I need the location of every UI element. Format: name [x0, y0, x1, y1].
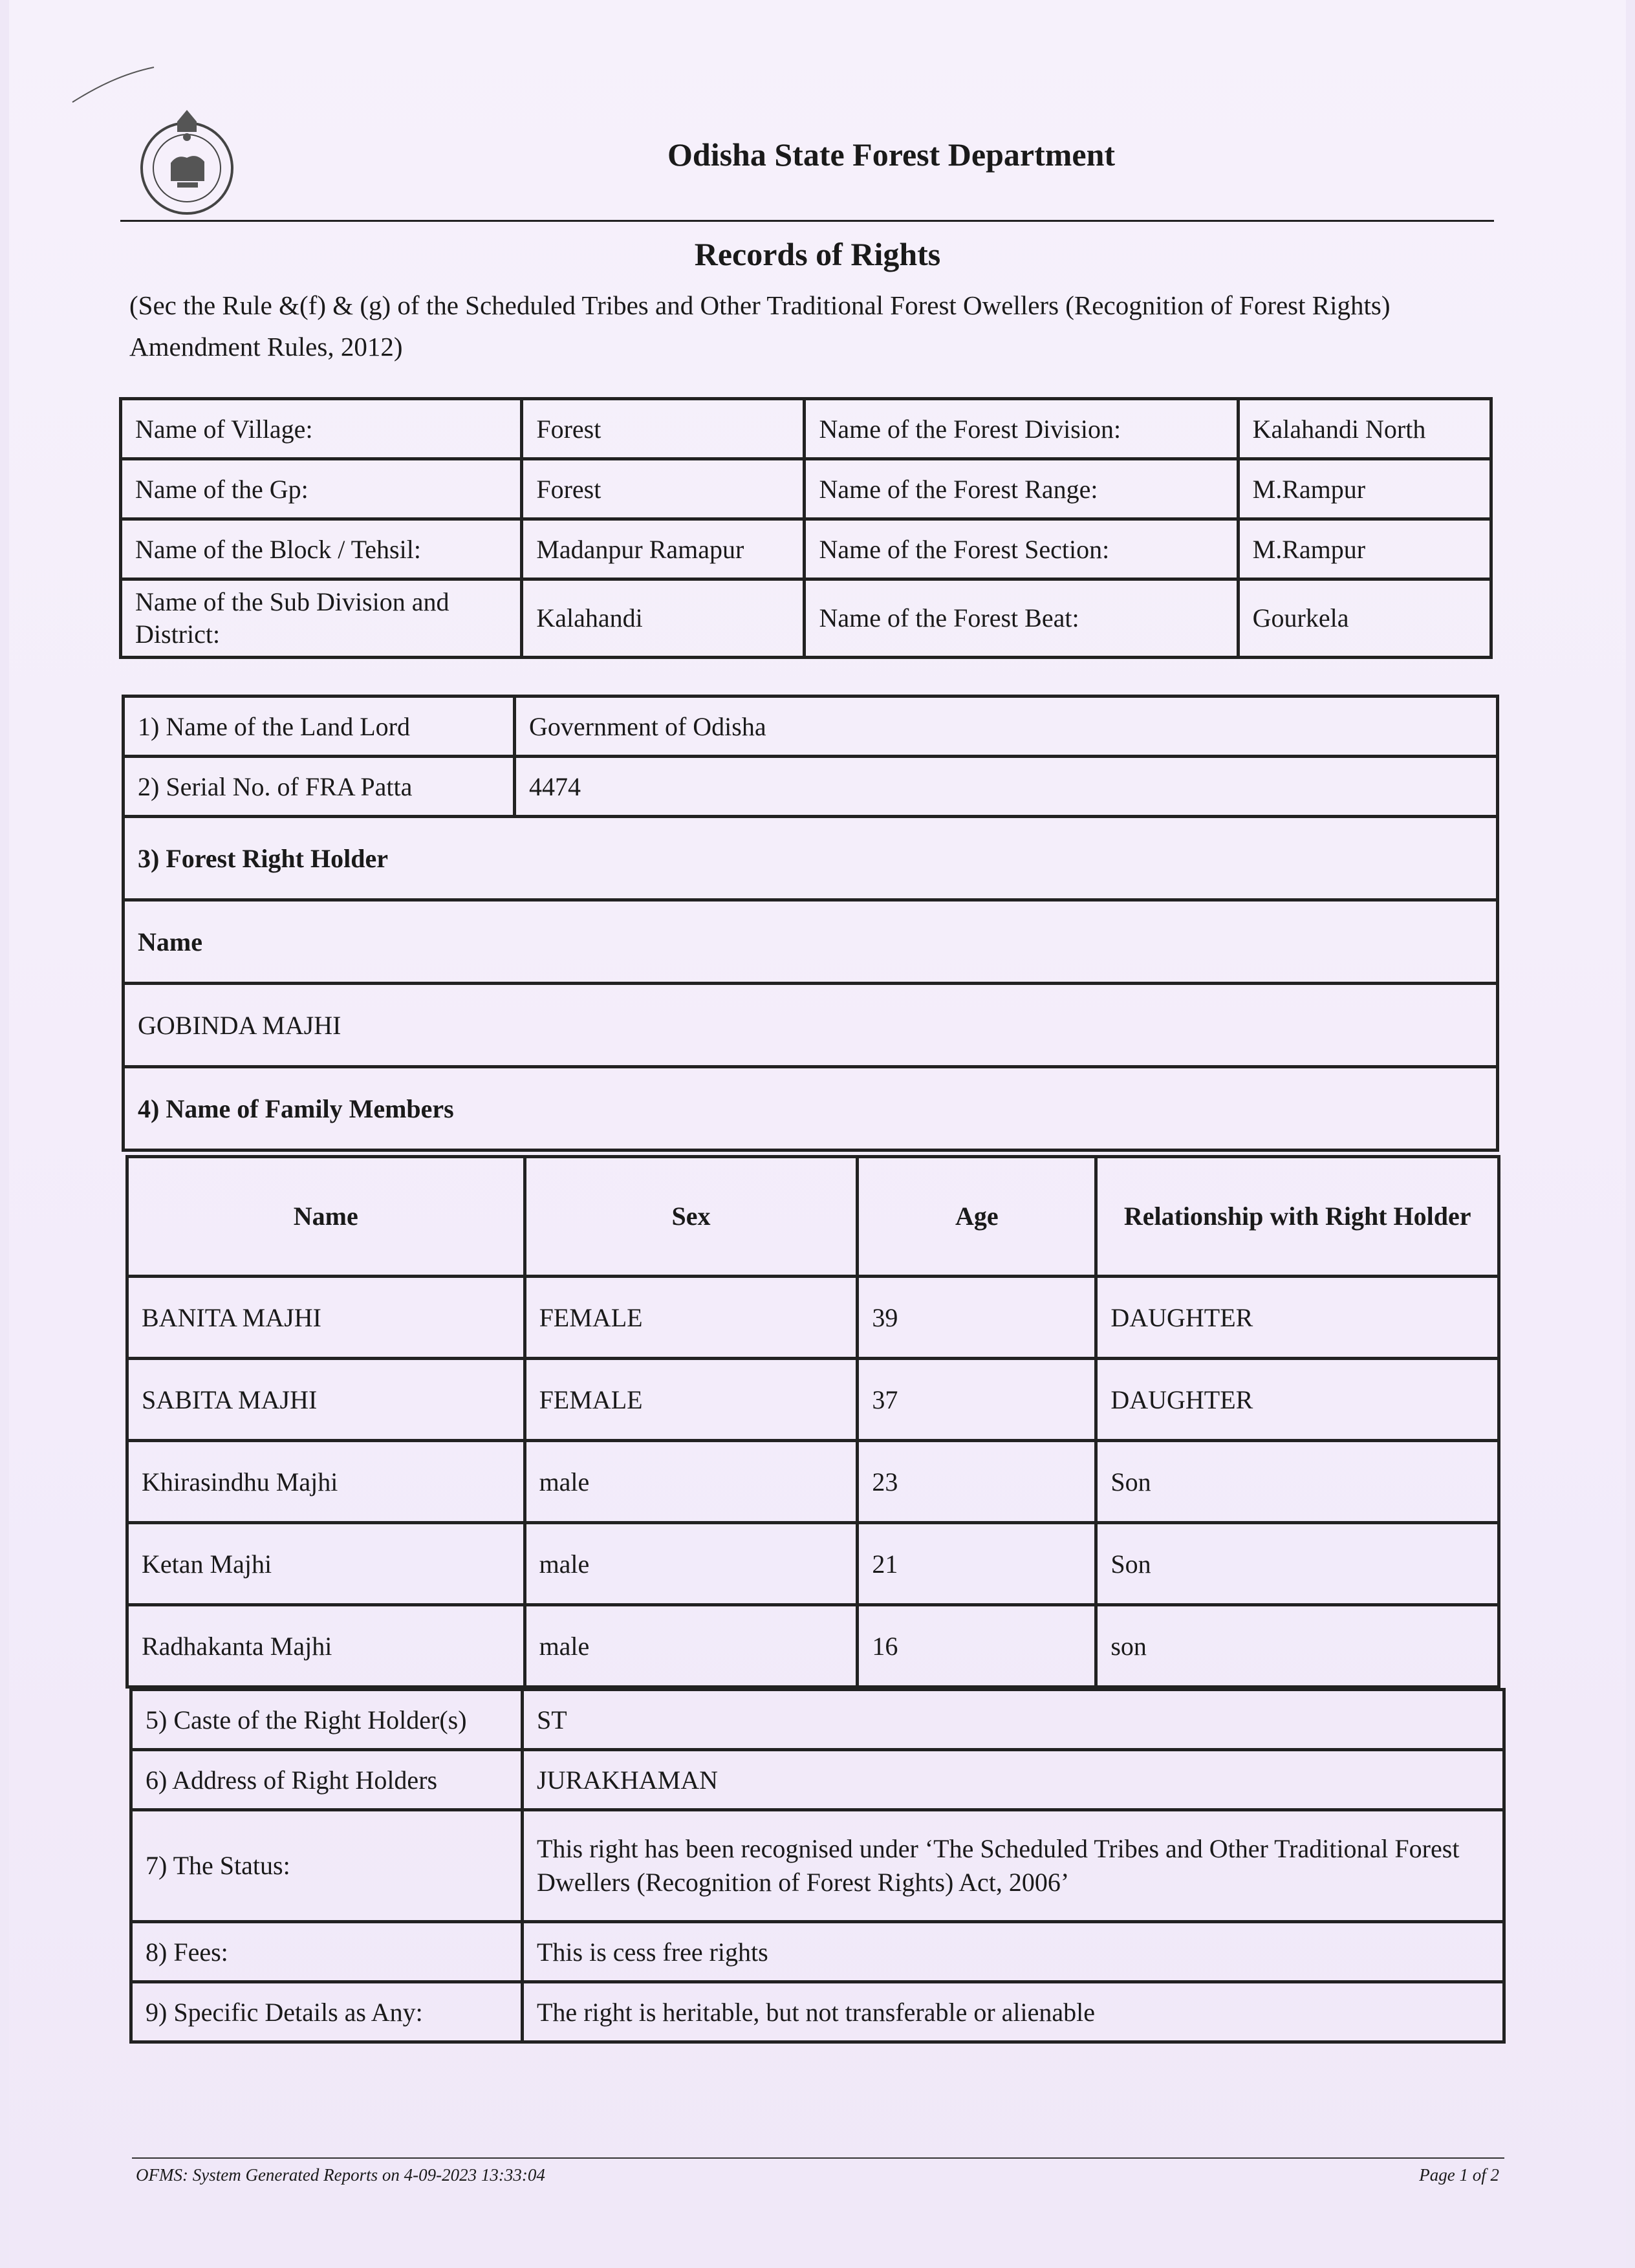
header-divider [120, 220, 1494, 222]
member-age: 37 [858, 1359, 1096, 1441]
landlord-label: 1) Name of the Land Lord [124, 697, 515, 757]
table-row [127, 1277, 1499, 1359]
gp-label: Name of the Gp: [121, 459, 522, 519]
table-row [127, 1441, 1499, 1523]
caste-value: ST [523, 1690, 1504, 1750]
forest-range-label: Name of the Forest Range: [805, 459, 1238, 519]
member-age: 16 [858, 1605, 1096, 1687]
village-value: Forest [522, 399, 805, 459]
family-heading-row [124, 1067, 1498, 1150]
specific-details-label: 9) Specific Details as Any: [131, 1982, 523, 2042]
table-row [127, 1523, 1499, 1605]
document-title: Records of Rights [694, 236, 941, 272]
document-subtitle: (Sec the Rule &(f) & (g) of the Scheduled Tribes and Other Traditional Forest Owellers (Recognition of Forest Rights) Amendment Rules, 2012) [129, 290, 1391, 362]
location-row [121, 579, 1491, 658]
member-sex: FEMALE [525, 1277, 858, 1359]
member-name: Radhakanta Majhi [127, 1605, 525, 1687]
member-name: Ketan Majhi [127, 1523, 525, 1605]
fees-row [131, 1922, 1504, 1982]
subdivision-value: Kalahandi [522, 579, 805, 658]
page-number: Page 1 of 2 [1419, 2165, 1499, 2185]
odisha-government-emblem-icon [132, 103, 242, 220]
address-row [131, 1750, 1504, 1810]
section-row [124, 817, 1498, 900]
member-relationship: son [1096, 1605, 1499, 1687]
member-name: SABITA MAJHI [127, 1359, 525, 1441]
member-name: Khirasindhu Majhi [127, 1441, 525, 1523]
name-value-row [124, 984, 1498, 1067]
department-name: Odisha State Forest Department [667, 136, 1116, 173]
name-label-row [124, 900, 1498, 984]
member-age: 39 [858, 1277, 1096, 1359]
location-row [121, 459, 1491, 519]
member-relationship: DAUGHTER [1096, 1277, 1499, 1359]
column-header-relationship: Relationship with Right Holder [1096, 1157, 1499, 1277]
status-value: This right has been recognised under ‘The Scheduled Tribes and Other Traditional Forest Dwellers (Recognition of Forest Rights) Act, 2006’ [523, 1810, 1504, 1922]
forest-division-value: Kalahandi North [1238, 399, 1491, 459]
member-sex: male [525, 1523, 858, 1605]
specific-details-row [131, 1982, 1504, 2042]
caste-label: 5) Caste of the Right Holder(s) [131, 1690, 523, 1750]
family-members-heading: 4) Name of Family Members [124, 1067, 1498, 1150]
block-label: Name of the Block / Tehsil: [121, 519, 522, 579]
location-row [121, 399, 1491, 459]
forest-beat-value: Gourkela [1238, 579, 1491, 658]
fees-value: This is cess free rights [523, 1922, 1504, 1982]
family-header-row [127, 1157, 1499, 1277]
block-value: Madanpur Ramapur [522, 519, 805, 579]
member-relationship: Son [1096, 1523, 1499, 1605]
member-age: 21 [858, 1523, 1096, 1605]
table-row [127, 1605, 1499, 1687]
member-sex: male [525, 1605, 858, 1687]
village-label: Name of Village: [121, 399, 522, 459]
forest-range-value: M.Rampur [1238, 459, 1491, 519]
member-age: 23 [858, 1441, 1096, 1523]
right-holder-table [122, 695, 1499, 1152]
holder-name-value: GOBINDA MAJHI [124, 984, 1498, 1067]
forest-division-label: Name of the Forest Division: [805, 399, 1238, 459]
member-relationship: DAUGHTER [1096, 1359, 1499, 1441]
family-members-table [125, 1155, 1500, 1689]
member-sex: male [525, 1441, 858, 1523]
gp-value: Forest [522, 459, 805, 519]
table-row [127, 1359, 1499, 1441]
member-sex: FEMALE [525, 1359, 858, 1441]
location-table [119, 397, 1493, 659]
address-label: 6) Address of Right Holders [131, 1750, 523, 1810]
footer-divider [132, 2157, 1504, 2159]
serial-value: 4474 [515, 757, 1498, 817]
caste-row [131, 1690, 1504, 1750]
serial-row [124, 757, 1498, 817]
forest-right-holder-heading: 3) Forest Right Holder [124, 817, 1498, 900]
document-page [9, 0, 1626, 2268]
forest-section-label: Name of the Forest Section: [805, 519, 1238, 579]
column-header-name: Name [127, 1157, 525, 1277]
address-value: JURAKHAMAN [523, 1750, 1504, 1810]
subdivision-label: Name of the Sub Division and District: [121, 579, 522, 658]
landlord-value: Government of Odisha [515, 697, 1498, 757]
member-name: BANITA MAJHI [127, 1277, 525, 1359]
member-relationship: Son [1096, 1441, 1499, 1523]
location-row [121, 519, 1491, 579]
status-label: 7) The Status: [131, 1810, 523, 1922]
column-header-sex: Sex [525, 1157, 858, 1277]
column-header-age: Age [858, 1157, 1096, 1277]
report-generated-note: OFMS: System Generated Reports on 4-09-2023 13:33:04 [136, 2165, 545, 2185]
details-table [129, 1688, 1506, 2044]
forest-beat-label: Name of the Forest Beat: [805, 579, 1238, 658]
landlord-row [124, 697, 1498, 757]
status-row [131, 1810, 1504, 1922]
holder-name-label: Name [124, 900, 1498, 984]
fees-label: 8) Fees: [131, 1922, 523, 1982]
pen-stroke-mark [71, 65, 155, 103]
serial-label: 2) Serial No. of FRA Patta [124, 757, 515, 817]
specific-details-value: The right is heritable, but not transferable or alienable [523, 1982, 1504, 2042]
forest-section-value: M.Rampur [1238, 519, 1491, 579]
